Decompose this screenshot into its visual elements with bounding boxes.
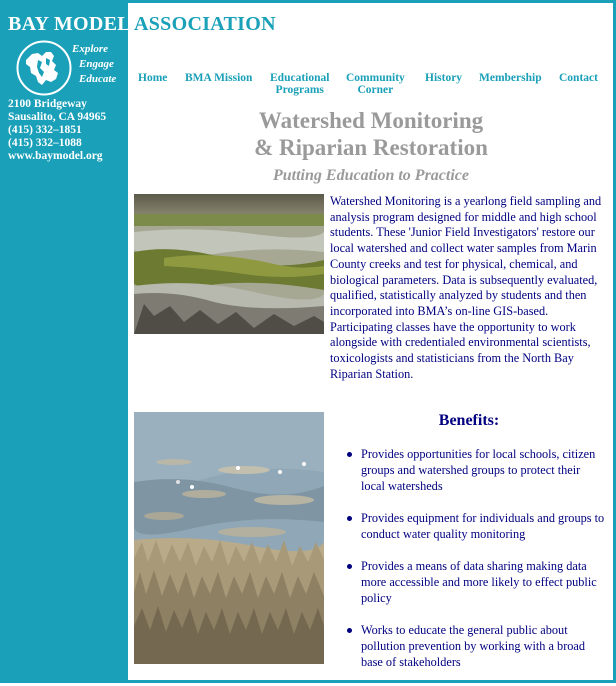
bullet-icon — [347, 564, 352, 569]
nav-contact[interactable]: Contact — [559, 72, 598, 84]
contact-address — [8, 98, 106, 163]
page-title-line2: & Riparian Restoration — [254, 135, 488, 160]
benefit-item — [330, 510, 606, 542]
nav-community-line1: Community — [346, 72, 405, 84]
site-title — [0, 8, 613, 40]
nav-bma-mission[interactable]: BMA Mission — [185, 72, 253, 84]
nav-history[interactable]: History — [425, 72, 463, 84]
address-street: 2100 Bridgeway — [8, 98, 87, 110]
benefits-heading: Benefits: — [438, 412, 500, 429]
marsh-photo-image — [134, 194, 324, 334]
nav-community-corner[interactable] — [346, 72, 405, 96]
tagline-educate: Educate — [79, 73, 117, 85]
benefit-item — [330, 558, 606, 606]
nav-educational-line2: Programs — [275, 84, 324, 96]
top-nav — [0, 72, 616, 102]
nav-educational-programs[interactable] — [270, 72, 329, 96]
tagline-explore: Explore — [72, 43, 109, 55]
nav-educational-line1: Educational — [270, 72, 330, 84]
frame-top — [0, 0, 616, 3]
phone-1: (415) 332–1851 — [8, 124, 82, 136]
benefit-text: Works to educate the general public about pollution prevention by working with a broad base of stakeholders — [361, 623, 586, 669]
address-city: Sausalito, CA 94965 — [8, 111, 107, 123]
website-link[interactable]: www.baymodel.org — [8, 150, 103, 162]
tagline-engage: Engage — [79, 58, 114, 70]
program-description: Watershed Monitoring is a yearlong field sampling and analysis program designed for middle and high school students. These 'Junior Field Investigators' restore our local watershed and collect water samples from Marin County creeks and test for physical, chemical, and biological parameters. Data is subsequently evaluated, qualified, statistically analyzed by students and then incorporated into BMA’s on-line GIS-based. Participating classes have the opportunity to work alongside with credentialed environmental scientists, toxicologists and statisticians from the North Bay Riparian Station. — [330, 194, 602, 381]
site-title-part2: ASSOCIATION — [134, 13, 276, 35]
nav-home[interactable]: Home — [138, 72, 168, 84]
benefit-text: Provides a means of data sharing making data more accessible and more likely to effect public policy — [361, 559, 597, 605]
benefit-item — [330, 622, 606, 670]
benefit-text: Provides opportunities for local schools, citizen groups and watershed groups to protect their local watersheds — [361, 447, 596, 493]
phone-2: (415) 332–1088 — [8, 137, 82, 149]
benefit-item — [330, 446, 606, 494]
nav-membership[interactable]: Membership — [479, 72, 542, 84]
page-subtitle: Putting Education to Practice — [272, 167, 469, 184]
bullet-icon — [347, 516, 352, 521]
benefit-text: Provides equipment for individuals and groups to conduct water quality monitoring — [361, 511, 605, 541]
page-title-line1: Watershed Monitoring — [258, 108, 484, 133]
shoreline-birds-photo-image — [134, 412, 324, 664]
nav-community-line2: Corner — [357, 84, 394, 96]
bullet-icon — [347, 452, 352, 457]
bullet-icon — [347, 628, 352, 633]
site-title-part1: BAY MODEL — [8, 13, 131, 35]
benefits-list — [330, 446, 606, 686]
